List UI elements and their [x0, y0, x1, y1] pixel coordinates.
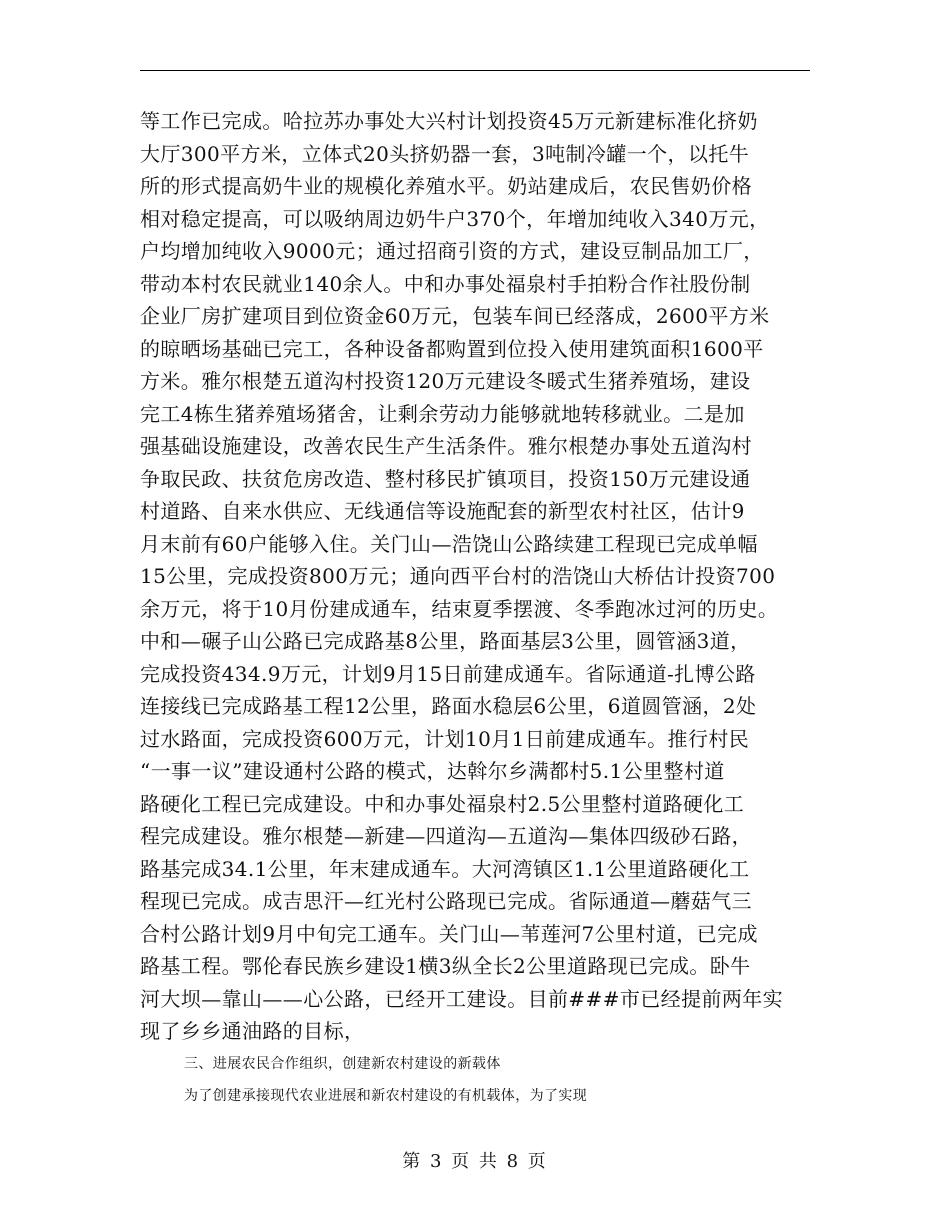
text-line: 路硬化工程已完成建设。中和办事处福泉村2.5公里整村道路硬化工 — [140, 791, 745, 816]
text-line: 河大坝—靠山——心公路，已经开工建设。目前###市已经提前两年实 — [140, 986, 784, 1011]
text-line: 中和—碾子山公路已完成路基8公里，路面基层3公里，圆管涵3道， — [140, 629, 751, 653]
text-line: 余万元，将于10月份建成通车，结束夏季摆渡、冬季跑冰过河的历史。 — [140, 596, 779, 621]
text-line: 的晾晒场基础已完工，各种设备都购置到位投入使用建筑面积1600平 — [140, 336, 764, 361]
text-line: 等工作已完成。哈拉苏办事处大兴村计划投资45万元新建标准化挤奶 — [140, 109, 758, 133]
text-line: 带动本村农民就业140余人。中和办事处福泉村手拍粉合作社股份制 — [140, 271, 751, 296]
paragraph-p2 — [140, 1048, 820, 1081]
document-body — [140, 105, 820, 1113]
text-line: 月末前有60户能够入住。关门山—浩饶山公路续建工程现已完成单幅 — [140, 531, 758, 556]
text-line: 完成投资434.9万元，计划9月15日前建成通车。省际通道-扎博公路 — [140, 661, 756, 686]
text-line: 为了创建承接现代农业进展和新农村建设的有机载体，为了实现 — [184, 1088, 588, 1104]
text-line: 所的形式提高奶牛业的规模化养殖水平。奶站建成后，农民售奶价格 — [140, 174, 752, 198]
text-line: “一事一议”建设通村公路的模式，达斡尔乡满都村5.1公里整村道 — [140, 759, 725, 783]
text-line: 路基完成34.1公里，年末建成通车。大河湾镇区1.1公里道路硬化工 — [140, 856, 750, 881]
text-line: 程现已完成。成吉思汗—红光村公路现已完成。省际通道—蘑菇气三 — [140, 889, 752, 913]
header-rule — [140, 70, 810, 71]
text-line: 完工4栋生猪养殖场猪舍，让剩余劳动力能够就地转移就业。二是加 — [140, 401, 745, 426]
text-line: 相对稳定提高，可以吸纳周边奶牛户370个，年增加纯收入340万元， — [140, 206, 770, 231]
text-line: 15公里，完成投资800万元；通向西平台村的浩饶山大桥估计投资700 — [140, 564, 776, 588]
text-line: 路基工程。鄂伦春民族乡建设1横3纵全长2公里道路现已完成。卧牛 — [140, 954, 751, 978]
text-line: 程完成建设。雅尔根楚—新建—四道沟—五道沟—集体四级砂石路， — [140, 824, 752, 848]
text-line: 企业厂房扩建项目到位资金60万元，包装车间已经落成，2600平方米 — [140, 304, 770, 328]
text-line: 方米。雅尔根楚五道沟村投资120万元建设冬暖式生猪养殖场，建设 — [140, 369, 751, 393]
page-footer — [0, 1147, 950, 1173]
text-line: 大厅300平方米，立体式20头挤奶器一套，3吨制冷罐一个，以托牛 — [140, 141, 750, 166]
text-line: 连接线已完成路基工程12公里，路面水稳层6公里，6道圆管涵，2处 — [140, 694, 757, 718]
paragraph-p3 — [140, 1080, 820, 1113]
text-line: 村道路、自来水供应、无线通信等设施配套的新型农村社区，估计9 — [140, 499, 745, 523]
page-number: 第 3 页 共 8 页 — [402, 1151, 548, 1172]
text-line: 三、进展农民合作组织，创建新农村建设的新载体 — [184, 1055, 501, 1072]
text-line: 现了乡乡通油路的目标， — [140, 1019, 365, 1043]
text-line: 户均增加纯收入9000元；通过招商引资的方式，建设豆制品加工厂， — [140, 239, 764, 263]
paragraph-p1 — [140, 105, 820, 1048]
text-line: 合村公路计划9月中旬完工通车。关门山—苇莲河7公里村道，已完成 — [140, 921, 758, 946]
text-line: 强基础设施建设，改善农民生产生活条件。雅尔根楚办事处五道沟村 — [140, 434, 752, 458]
text-line: 争取民政、扶贫危房改造、整村移民扩镇项目，投资150万元建设通 — [140, 466, 751, 491]
text-line: 过水路面，完成投资600万元，计划10月1日前建成通车。推行村民 — [140, 726, 750, 751]
